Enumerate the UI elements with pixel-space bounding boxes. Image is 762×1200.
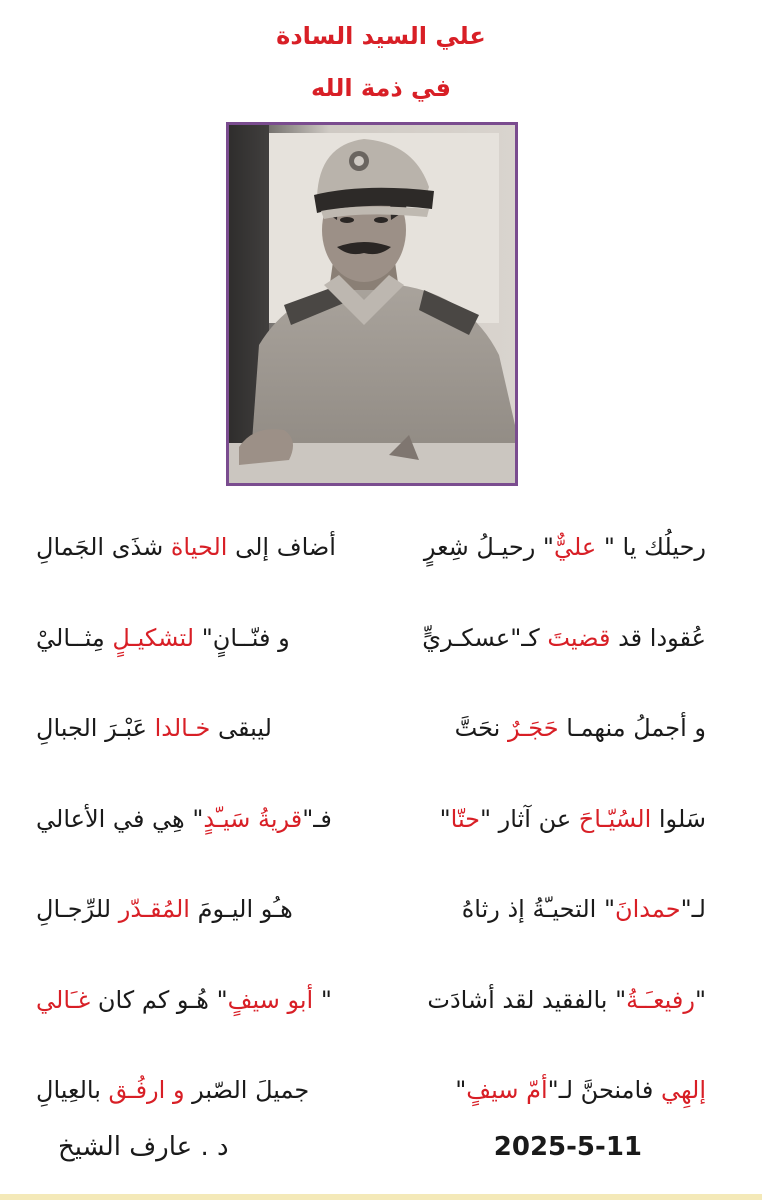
- verse-text: لـ": [680, 895, 706, 923]
- highlighted-word: عليٌّ: [553, 533, 597, 561]
- highlighted-word: رفيعـَـةُ: [626, 985, 695, 1014]
- verse-text: و فنّــانٍ": [194, 623, 290, 652]
- page-subtitle: في ذمة الله: [310, 74, 452, 102]
- verse-text: شذَى الجَمالِ: [36, 533, 171, 561]
- poem-verse: [0, 522, 762, 572]
- highlighted-word: خـالدا: [154, 714, 211, 742]
- highlighted-word: ارفُـق: [108, 1076, 166, 1104]
- verse-text: للرِّجـالِ: [36, 895, 119, 923]
- page-title: علي السيد السادة: [276, 22, 486, 50]
- verse-text: " بالفقيد لقد أشادَت: [427, 985, 627, 1014]
- verse-text: [165, 1076, 173, 1104]
- highlighted-word: الحياة: [170, 533, 228, 561]
- verse-text: سَلوا: [651, 804, 706, 833]
- highlighted-word: إلهِي: [660, 1076, 706, 1104]
- verse-first-hemistich: [462, 884, 706, 934]
- verse-first-hemistich: [424, 522, 706, 572]
- portrait-image: [229, 125, 515, 483]
- highlighted-word: أبو سيفٍ: [227, 985, 314, 1014]
- verse-first-hemistich: [455, 1065, 706, 1115]
- verse-second-hemistich: [36, 975, 332, 1025]
- highlighted-word: و: [172, 1076, 185, 1104]
- highlighted-word: حَجَـرٌ: [507, 714, 559, 742]
- verse-text: هـُو اليـومَ: [189, 895, 293, 923]
- verse-text: فـ": [302, 804, 332, 833]
- verse-text: " هِي في الأعالي: [36, 804, 204, 833]
- verse-first-hemistich: [427, 975, 706, 1025]
- verse-text: مِثــاليْ: [36, 623, 113, 652]
- poem-date: 2025-5-11: [493, 1132, 642, 1162]
- verse-second-hemistich: [36, 703, 272, 753]
- verse-text: ": [313, 985, 332, 1014]
- verse-text: أضاف إلى: [227, 533, 336, 561]
- poem-verse: [0, 884, 762, 934]
- verse-text: نحَتَّ: [454, 714, 508, 742]
- verse-text: جميلَ الصّبر: [184, 1076, 310, 1104]
- bottom-strip: [0, 1194, 762, 1200]
- verse-text: عُقودا قد: [610, 623, 706, 652]
- verse-first-hemistich: [440, 794, 706, 844]
- verse-text: " التحيـّةُ إذ رثاهُ: [461, 895, 615, 923]
- highlighted-word: غـَالي: [36, 985, 91, 1014]
- verse-text: رحيلُك يا ": [596, 533, 706, 561]
- poem-verse: [0, 703, 762, 753]
- highlighted-word: لتشكيـلٍ: [112, 623, 195, 652]
- verse-second-hemistich: [36, 884, 293, 934]
- poem-verse: [0, 794, 762, 844]
- verse-text: بالعِيالِ: [36, 1076, 109, 1104]
- poem-verse: [0, 1065, 762, 1115]
- verse-text: ": [439, 804, 451, 833]
- verse-text: عَبْـرَ الجبالِ: [36, 714, 155, 742]
- highlighted-word: المُقـدّر: [118, 895, 190, 923]
- verse-text: فامنحنَّ لـ": [547, 1076, 661, 1104]
- highlighted-word: حمدانَ: [615, 895, 681, 923]
- verse-text: عن آثار ": [480, 804, 579, 833]
- verse-second-hemistich: [36, 522, 336, 572]
- highlighted-word: حتّا: [450, 804, 481, 833]
- verse-text: كـ"عسكـريٍّ: [422, 623, 548, 652]
- verse-first-hemistich: [422, 613, 706, 663]
- poem-verse: [0, 613, 762, 663]
- verse-text: " رحيـلُ شِعرٍ: [423, 533, 554, 561]
- verse-text: ": [694, 985, 706, 1014]
- verse-second-hemistich: [36, 1065, 309, 1115]
- portrait-photo: [226, 122, 518, 486]
- verse-second-hemistich: [36, 794, 332, 844]
- poem-author: د . عارف الشيخ: [58, 1132, 229, 1162]
- verse-text: " هُـو كم كان: [90, 985, 228, 1014]
- highlighted-word: السُيّـاحَ: [578, 804, 652, 833]
- highlighted-word: قضيتَ: [547, 623, 611, 652]
- verse-text: و أجملُ منهمـا: [558, 714, 706, 742]
- poem-verse: [0, 975, 762, 1025]
- verse-text: ": [455, 1076, 467, 1104]
- verse-first-hemistich: [455, 703, 706, 753]
- verse-text: ليبقى: [210, 714, 272, 742]
- verse-second-hemistich: [36, 613, 290, 663]
- highlighted-word: قريةُ سَيـّدٍ: [203, 804, 303, 833]
- highlighted-word: أمّ سيفٍ: [466, 1076, 548, 1104]
